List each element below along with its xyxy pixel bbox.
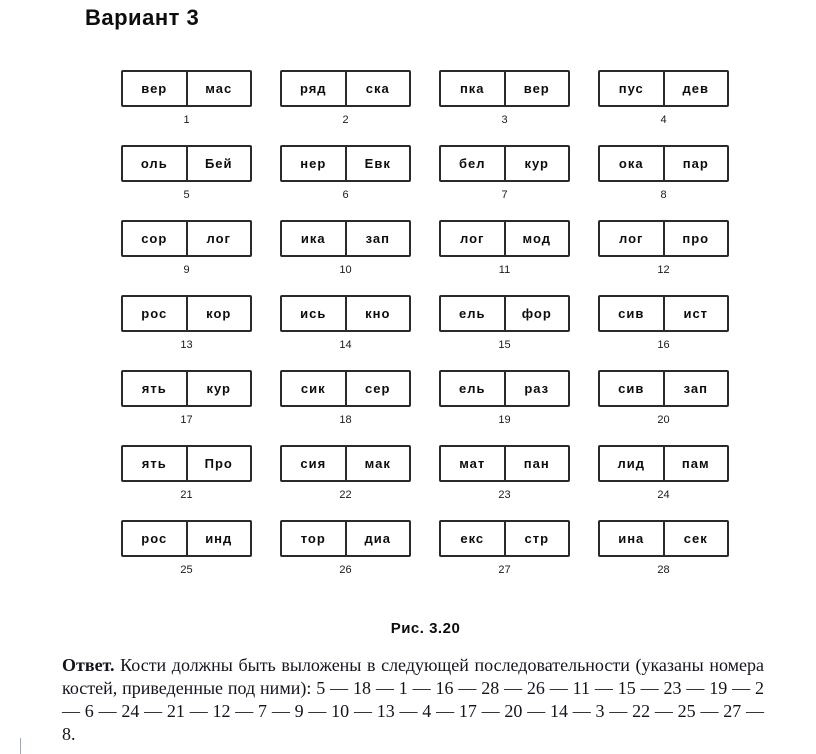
domino-box [121, 445, 252, 482]
domino-box [121, 520, 252, 557]
domino-item [439, 220, 570, 276]
domino-item [439, 145, 570, 201]
domino-box [280, 70, 411, 107]
domino-item [280, 70, 411, 126]
domino-box [439, 520, 570, 557]
domino-item [439, 520, 570, 576]
domino-item [121, 145, 252, 201]
domino-number: 26 [339, 564, 352, 576]
domino-left-syllable: вер [123, 72, 188, 105]
domino-number: 2 [342, 114, 349, 126]
domino-right-syllable: сек [683, 531, 708, 546]
domino-left-syllable: сия [282, 447, 347, 480]
domino-number: 1 [183, 114, 190, 126]
domino-box [280, 220, 411, 257]
domino-number: 6 [342, 189, 349, 201]
domino-left-syllable: бел [441, 147, 506, 180]
domino-right-syllable: мод [522, 231, 551, 246]
domino-number: 17 [180, 414, 193, 426]
domino-right-syllable: пам [681, 456, 710, 471]
domino-item [280, 145, 411, 201]
domino-number: 18 [339, 414, 352, 426]
domino-number: 14 [339, 339, 352, 351]
domino-box [439, 70, 570, 107]
domino-item [598, 220, 729, 276]
domino-left-syllable: сив [600, 297, 665, 330]
domino-box [280, 445, 411, 482]
domino-grid [121, 70, 730, 576]
domino-left-syllable: лид [600, 447, 665, 480]
domino-box [598, 370, 729, 407]
domino-number: 21 [180, 489, 193, 501]
domino-item [598, 145, 729, 201]
domino-item [121, 445, 252, 501]
domino-left-syllable: екс [441, 522, 506, 555]
domino-number: 25 [180, 564, 193, 576]
domino-right-syllable: зап [365, 231, 390, 246]
domino-left-syllable: сор [123, 222, 188, 255]
domino-right-syllable: Евк [364, 156, 391, 171]
domino-right-syllable: инд [205, 531, 233, 546]
domino-item [598, 445, 729, 501]
domino-right-syllable: ска [365, 81, 390, 96]
domino-right-syllable: ист [683, 306, 709, 321]
domino-box [598, 145, 729, 182]
domino-number: 13 [180, 339, 193, 351]
domino-left-syllable: сик [282, 372, 347, 405]
domino-right-syllable: пар [682, 156, 709, 171]
domino-item [598, 370, 729, 426]
domino-right-syllable: фор [521, 306, 552, 321]
domino-right-syllable: мак [364, 456, 391, 471]
domino-right-syllable: раз [524, 381, 550, 396]
domino-left-syllable: рос [123, 522, 188, 555]
domino-box [439, 370, 570, 407]
domino-right-syllable: кур [524, 156, 549, 171]
domino-right-syllable: дев [682, 81, 709, 96]
domino-left-syllable: ять [123, 372, 188, 405]
domino-box [121, 220, 252, 257]
domino-item [439, 295, 570, 351]
domino-item [121, 295, 252, 351]
domino-item [439, 70, 570, 126]
domino-left-syllable: ель [441, 297, 506, 330]
domino-box [121, 70, 252, 107]
domino-right-syllable: стр [524, 531, 550, 546]
answer-sequence: 5 — 18 — 1 — 16 — 28 — 26 — 11 — 15 — 23 — 19 — 2 — 6 — 24 — 21 — 12 — 7 — 9 — 10 — 13 — 4 — 17 — 20 — 14 — 3 — 22 — 25 — 27 — 8. [62, 678, 764, 744]
domino-number: 4 [660, 114, 667, 126]
domino-right-syllable: Про [204, 456, 233, 471]
domino-number: 7 [501, 189, 508, 201]
domino-left-syllable: пка [441, 72, 506, 105]
domino-number: 15 [498, 339, 511, 351]
domino-box [121, 370, 252, 407]
domino-number: 10 [339, 264, 352, 276]
domino-box [598, 445, 729, 482]
domino-left-syllable: лог [600, 222, 665, 255]
domino-left-syllable: рос [123, 297, 188, 330]
domino-number: 19 [498, 414, 511, 426]
domino-number: 28 [657, 564, 670, 576]
domino-right-syllable: диа [364, 531, 391, 546]
domino-item [121, 370, 252, 426]
page-title: Вариант 3 [85, 5, 200, 30]
domino-number: 11 [498, 264, 511, 276]
domino-item [121, 70, 252, 126]
domino-number: 9 [183, 264, 190, 276]
domino-right-syllable: мас [205, 81, 233, 96]
domino-box [439, 145, 570, 182]
domino-item [598, 70, 729, 126]
domino-left-syllable: лог [441, 222, 506, 255]
domino-box [598, 220, 729, 257]
domino-box [439, 295, 570, 332]
domino-item [439, 370, 570, 426]
page-edge-artifact-line [20, 738, 21, 754]
domino-box [280, 145, 411, 182]
domino-item [280, 370, 411, 426]
domino-item [121, 220, 252, 276]
domino-left-syllable: пус [600, 72, 665, 105]
domino-right-syllable: пан [523, 456, 550, 471]
domino-right-syllable: про [682, 231, 710, 246]
domino-item [280, 445, 411, 501]
domino-left-syllable: ока [600, 147, 665, 180]
domino-box [439, 220, 570, 257]
domino-number: 22 [339, 489, 352, 501]
domino-item [280, 295, 411, 351]
domino-right-syllable: Бей [204, 156, 233, 171]
domino-box [121, 145, 252, 182]
figure-caption: Рис. 3.20 [390, 620, 461, 637]
domino-number: 20 [657, 414, 670, 426]
domino-right-syllable: сер [365, 381, 391, 396]
domino-number: 16 [657, 339, 670, 351]
domino-right-syllable: зап [683, 381, 708, 396]
domino-box [280, 520, 411, 557]
domino-left-syllable: ель [441, 372, 506, 405]
domino-left-syllable: нер [282, 147, 347, 180]
domino-right-syllable: кур [206, 381, 231, 396]
domino-item [121, 520, 252, 576]
domino-item [280, 220, 411, 276]
domino-item [439, 445, 570, 501]
answer-text: Кости должны быть выложены в следующей последовательности (указаны номера костей, приведенные под ними): [62, 655, 764, 698]
domino-number: 5 [183, 189, 190, 201]
domino-box [598, 295, 729, 332]
domino-left-syllable: ина [600, 522, 665, 555]
answer-label: Ответ. [62, 655, 115, 675]
domino-number: 12 [657, 264, 670, 276]
domino-right-syllable: вер [523, 81, 550, 96]
domino-left-syllable: ика [282, 222, 347, 255]
domino-item [598, 295, 729, 351]
domino-box [280, 370, 411, 407]
domino-number: 3 [501, 114, 508, 126]
domino-box [598, 520, 729, 557]
domino-left-syllable: ись [282, 297, 347, 330]
domino-box [598, 70, 729, 107]
domino-box [280, 295, 411, 332]
domino-box [121, 295, 252, 332]
answer-paragraph [62, 654, 764, 746]
domino-left-syllable: ряд [282, 72, 347, 105]
domino-left-syllable: оль [123, 147, 188, 180]
domino-item [280, 520, 411, 576]
domino-left-syllable: тор [282, 522, 347, 555]
domino-left-syllable: мат [441, 447, 506, 480]
domino-left-syllable: сив [600, 372, 665, 405]
domino-box [439, 445, 570, 482]
domino-number: 23 [498, 489, 511, 501]
domino-number: 8 [660, 189, 667, 201]
domino-right-syllable: кно [365, 306, 391, 321]
domino-number: 24 [657, 489, 670, 501]
domino-item [598, 520, 729, 576]
domino-left-syllable: ять [123, 447, 188, 480]
domino-number: 27 [498, 564, 511, 576]
domino-right-syllable: лог [206, 231, 231, 246]
domino-right-syllable: кор [206, 306, 232, 321]
